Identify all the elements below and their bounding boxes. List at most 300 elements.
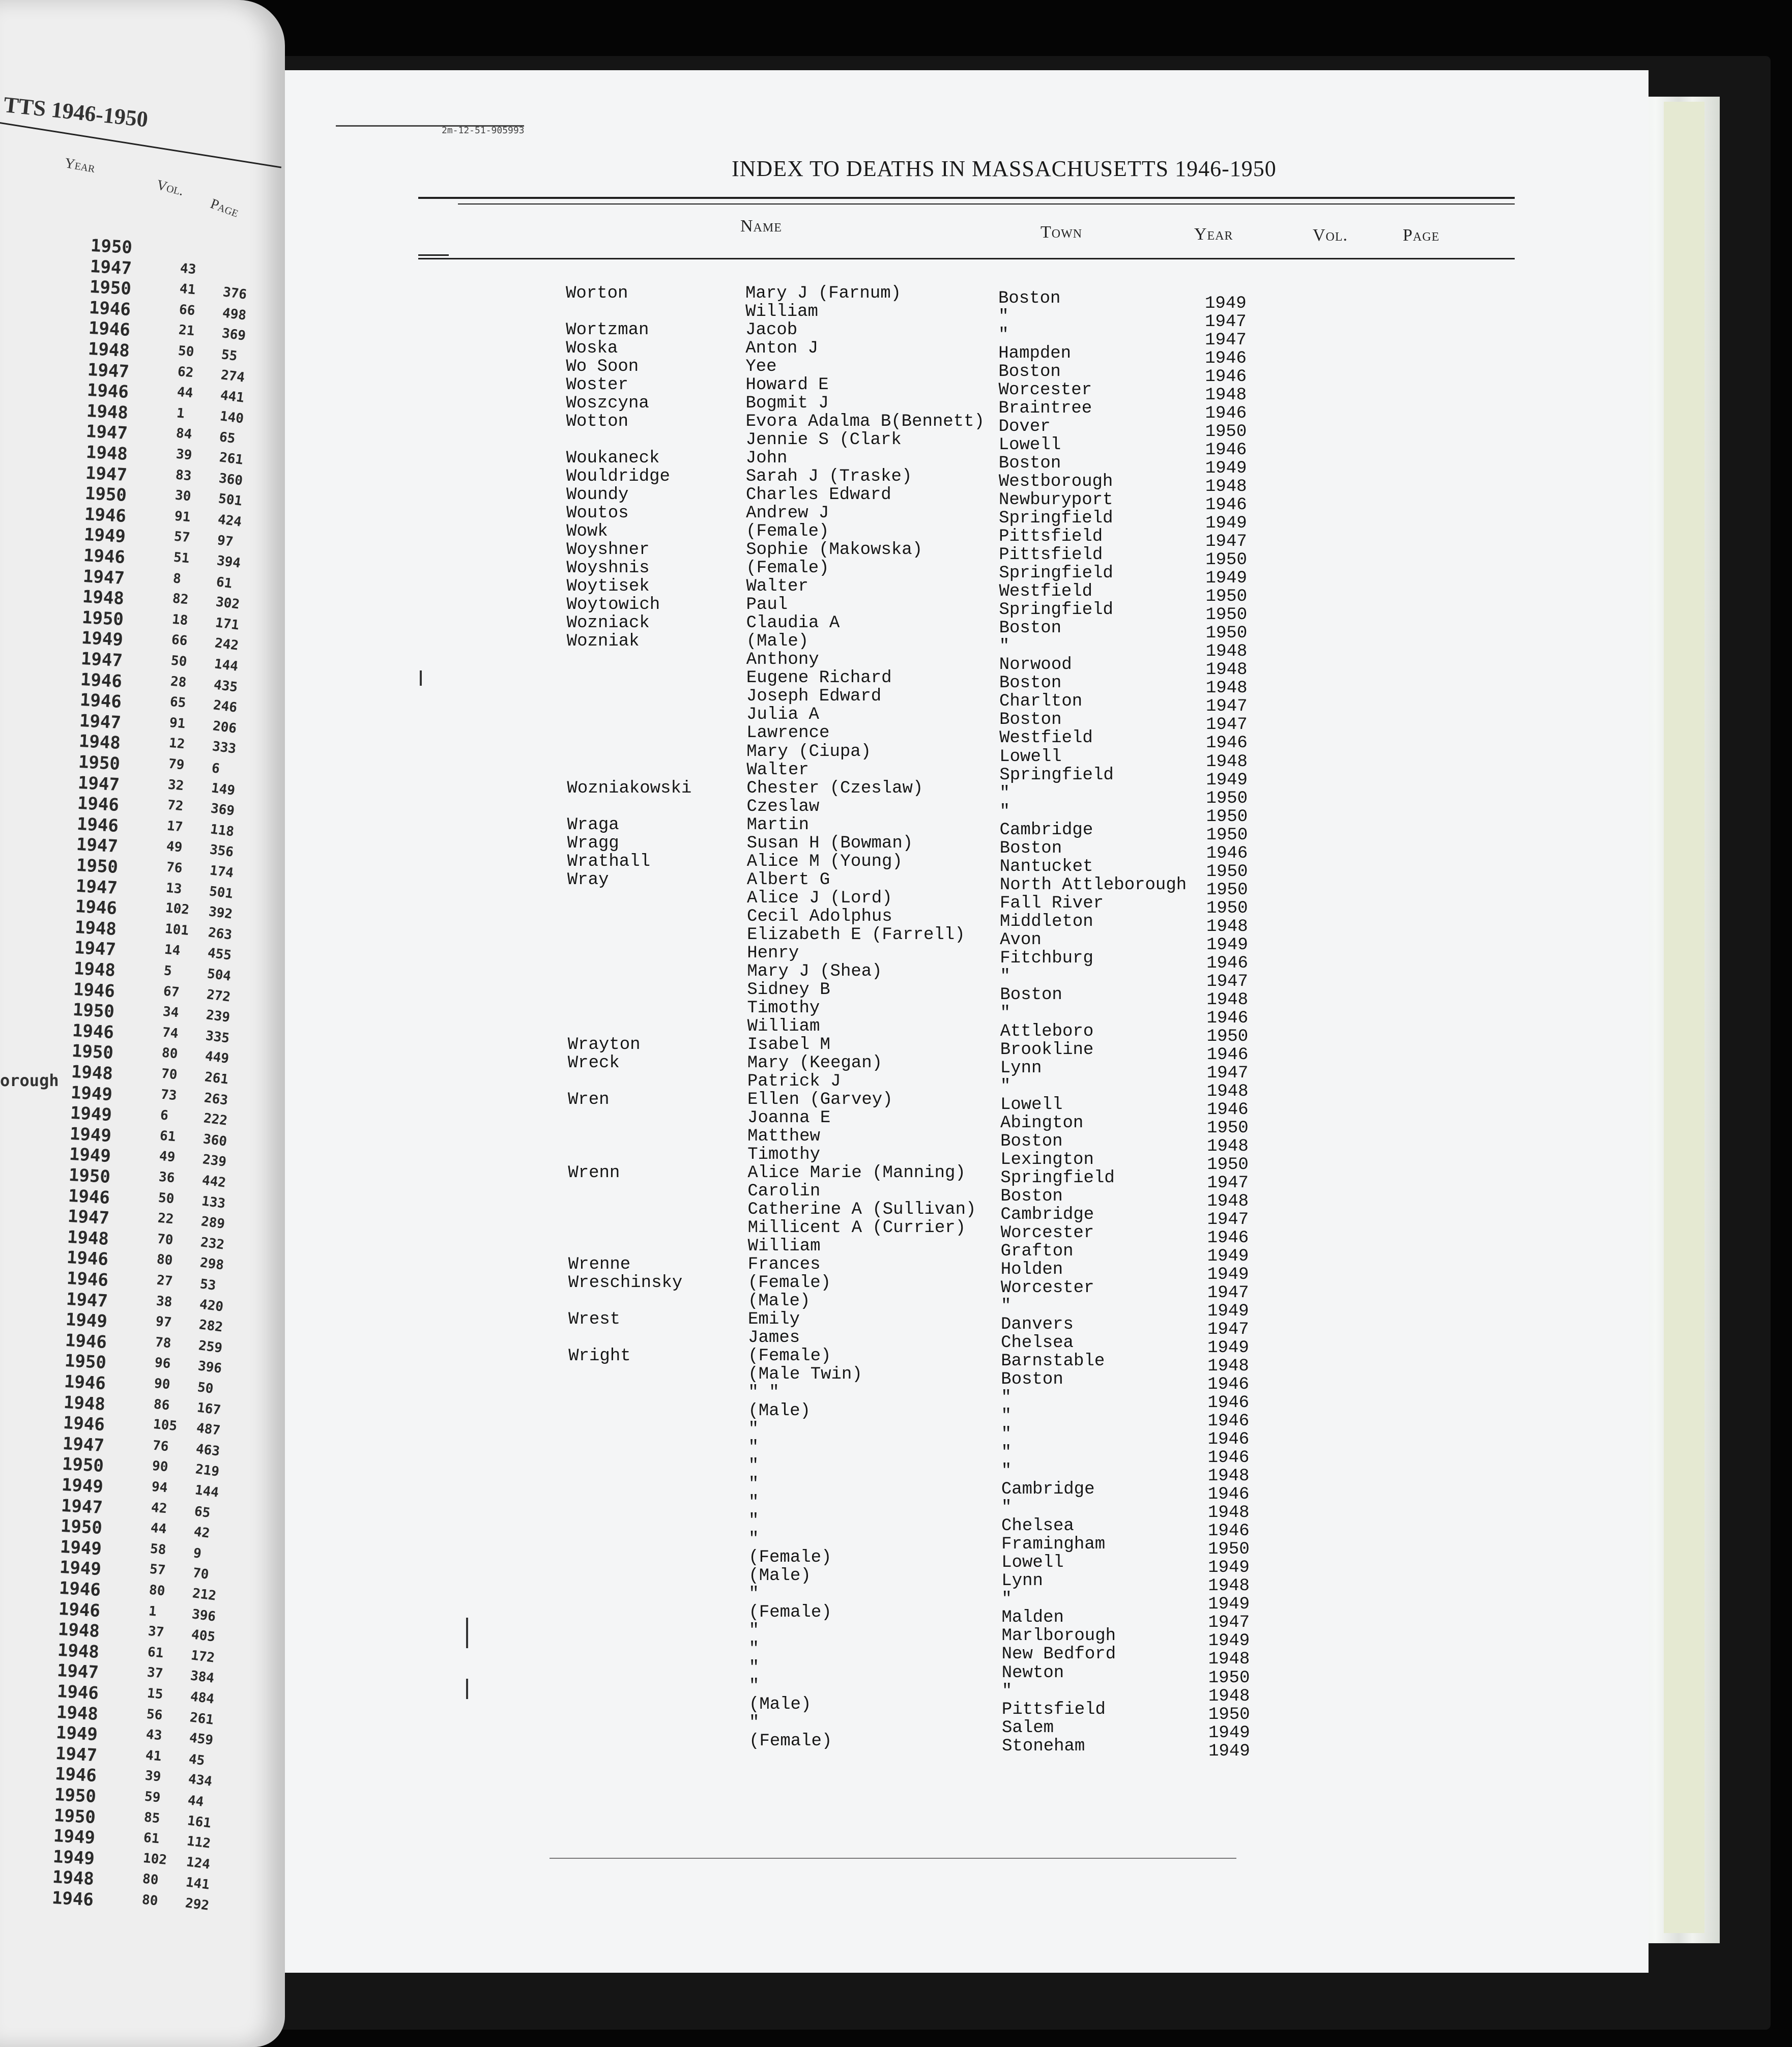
entry-year: 1950 [1205, 422, 1247, 442]
entry-town: " [1000, 1297, 1011, 1317]
main-page [285, 70, 1649, 1973]
entry-given-name: " [748, 1640, 760, 1659]
left-page-year: 1946 [82, 545, 126, 568]
entry-year: 1947 [1207, 1173, 1249, 1193]
left-page-vol: 50 [170, 653, 188, 670]
entry-town: " [1001, 1407, 1011, 1426]
entry-year: 1946 [1206, 1045, 1249, 1065]
left-page-vol: 90 [151, 1458, 169, 1475]
left-page-vol: 49 [158, 1149, 176, 1165]
left-page-page: 442 [201, 1173, 227, 1191]
left-page-page: 459 [188, 1730, 214, 1748]
entry-town: " [998, 307, 1009, 327]
left-page-page: 405 [190, 1627, 216, 1645]
left-page-page: 9 [192, 1545, 203, 1562]
entry-year: 1949 [1206, 935, 1248, 955]
entry-year: 1948 [1205, 477, 1247, 497]
left-page-page-header: Page [208, 196, 241, 221]
left-page-page: 246 [212, 697, 238, 716]
entry-given-name: Ellen (Garvey) [747, 1090, 893, 1109]
left-page-year: 1946 [64, 1330, 107, 1353]
entry-surname: Wozniack [566, 613, 650, 633]
entry-town: Danvers [1001, 1315, 1074, 1335]
entry-town: Boston [999, 710, 1062, 730]
entry-year: 1947 [1205, 697, 1248, 717]
entry-town: Springfield [1000, 1168, 1115, 1188]
entry-year: 1946 [1206, 734, 1248, 753]
left-page-page: 219 [194, 1461, 220, 1480]
left-page-page: 272 [206, 986, 232, 1005]
entry-surname: Woyshner [566, 540, 650, 560]
left-page-vol: 57 [173, 529, 191, 546]
margin-mark [466, 1618, 468, 1648]
entry-given-name: Carolin [747, 1181, 821, 1201]
left-page-vol: 36 [158, 1169, 176, 1186]
left-page-vol: 14 [163, 942, 181, 959]
left-page-year: 1947 [54, 1743, 98, 1766]
entry-given-name: Joseph Edward [746, 687, 882, 707]
left-page-vol: 61 [147, 1644, 164, 1661]
entry-surname: Woska [566, 339, 618, 359]
entry-year: 1950 [1205, 624, 1248, 644]
entry-town: Lexington [1000, 1150, 1094, 1169]
left-page-page: 239 [205, 1007, 231, 1026]
entry-given-name: Matthew [747, 1126, 820, 1146]
left-page-year: 1949 [55, 1722, 98, 1745]
entry-town: Avon [1000, 930, 1042, 950]
entry-town: Chelsea [1001, 1333, 1074, 1353]
entry-given-name: " [748, 1493, 759, 1513]
entry-town: Charlton [999, 692, 1083, 712]
entry-given-name: William [747, 1016, 820, 1036]
entry-given-name: (Male) [747, 1292, 811, 1311]
left-page-page: 449 [204, 1048, 230, 1067]
left-page-page: 384 [189, 1668, 216, 1687]
entry-year: 1947 [1205, 532, 1247, 552]
entry-year: 1946 [1207, 1375, 1249, 1395]
left-page-vol: 102 [164, 900, 190, 918]
left-page-page: 140 [219, 408, 245, 427]
entry-given-name: " [748, 1420, 759, 1440]
header-rule-top-thin [458, 203, 1515, 204]
left-page-vol: 76 [165, 859, 183, 876]
entry-year: 1947 [1207, 1320, 1249, 1340]
entry-town: Lowell [999, 747, 1062, 767]
left-page-vol: 39 [175, 446, 193, 463]
entry-year: 1948 [1207, 1191, 1249, 1211]
left-page-vol: 43 [179, 260, 197, 277]
left-page-year: 1949 [70, 1082, 113, 1105]
left-page-vol: 50 [158, 1190, 175, 1207]
left-page-vol: 96 [154, 1355, 171, 1372]
entry-given-name: Sophie (Makowska) [746, 540, 923, 560]
left-page-vol: 105 [152, 1417, 178, 1435]
entry-year: 1949 [1208, 1631, 1250, 1651]
entry-town: " [1001, 1681, 1013, 1701]
left-page-vol: 44 [177, 384, 194, 401]
left-page-page: 420 [198, 1296, 224, 1315]
left-page-vol: 28 [169, 674, 187, 690]
entry-town: Boston [999, 838, 1062, 858]
entry-given-name: Emily [748, 1310, 800, 1330]
left-page-year: 1948 [51, 1867, 95, 1890]
entry-town: Westfield [999, 582, 1093, 602]
left-page-page: 206 [212, 718, 238, 737]
entry-given-name: Alice J (Lord) [746, 888, 892, 908]
entry-town: Attleboro [1000, 1021, 1094, 1041]
entry-given-name: " [748, 1475, 759, 1495]
entry-given-name: Sarah J (Traske) [745, 467, 912, 487]
entry-given-name: Frances [747, 1255, 821, 1275]
left-page-year: 1946 [77, 793, 120, 816]
entry-year: 1949 [1205, 459, 1247, 479]
entry-town: Marlborough [1001, 1626, 1116, 1646]
left-page-vol: 80 [161, 1045, 179, 1062]
left-page-page: 360 [217, 470, 244, 489]
left-page-page: 394 [216, 553, 242, 571]
left-page-vol: 80 [141, 1892, 159, 1909]
entry-surname: Wortzman [566, 320, 649, 340]
entry-year: 1950 [1205, 550, 1247, 570]
entry-town: Brookline [1000, 1040, 1094, 1060]
column-header-town: Town [1040, 223, 1083, 242]
entry-town: Westfield [999, 728, 1093, 748]
entry-year: 1947 [1206, 972, 1248, 991]
left-page-year: 1950 [78, 751, 121, 775]
left-page-year: 1949 [60, 1536, 103, 1559]
left-page-page: 335 [205, 1028, 230, 1046]
left-page-vol: 30 [174, 487, 192, 505]
entry-year: 1950 [1206, 898, 1248, 918]
left-page-year: 1950 [90, 235, 133, 258]
left-page-vol: 22 [157, 1210, 175, 1227]
entry-year: 1949 [1207, 1302, 1249, 1322]
left-page-vol: 27 [156, 1272, 174, 1290]
left-page-vol: 62 [177, 364, 194, 381]
left-page-page: 42 [193, 1524, 211, 1541]
left-page-year: 1947 [61, 1495, 103, 1518]
left-page-vol: 67 [162, 983, 180, 1000]
left-page-page: 263 [203, 1090, 229, 1108]
entry-year: 1946 [1207, 1430, 1250, 1450]
left-page-page: 212 [191, 1586, 217, 1604]
left-page-vol: 1 [148, 1603, 158, 1620]
left-page-page: 44 [187, 1793, 205, 1810]
left-page-page: 487 [195, 1420, 221, 1439]
left-page-year: 1946 [51, 1887, 94, 1911]
left-page-year: 1946 [68, 1185, 111, 1208]
entry-surname: Woukaneck [566, 449, 660, 469]
entry-given-name: (Female) [748, 1548, 832, 1568]
entry-given-name: Claudia A [746, 613, 840, 633]
left-page-year: 1946 [74, 896, 118, 919]
left-page-year: 1947 [80, 648, 123, 671]
left-page-year: 1946 [79, 690, 122, 713]
left-page-vol: 39 [144, 1768, 162, 1785]
entry-town: Chelsea [1001, 1516, 1074, 1536]
entry-town: Holden [1000, 1260, 1063, 1280]
entry-year: 1946 [1206, 843, 1248, 863]
left-page-page: 112 [186, 1833, 212, 1852]
entry-surname: Wray [567, 870, 609, 890]
left-page-year: 1947 [82, 566, 125, 589]
left-page-vol: 41 [179, 281, 196, 298]
entry-surname: Wren [567, 1090, 610, 1109]
left-page-year: 1947 [56, 1660, 100, 1683]
entry-town: North Attleborough [999, 875, 1187, 895]
entry-given-name: Martin [746, 815, 810, 835]
left-page-page: 171 [214, 615, 240, 633]
entry-town: " [1001, 1590, 1012, 1610]
left-page-page: 50 [196, 1380, 214, 1397]
entry-year: 1950 [1206, 788, 1248, 808]
left-page-vol: 58 [149, 1541, 167, 1558]
entry-town: Boston [1000, 1186, 1063, 1206]
entry-year: 1950 [1207, 1155, 1249, 1175]
column-header-page: Page [1403, 226, 1440, 245]
left-page-page: 501 [217, 491, 243, 509]
left-page-year: 1948 [63, 1392, 106, 1415]
left-page-vol: 91 [174, 508, 191, 525]
entry-given-name: James [748, 1328, 800, 1348]
entry-given-name: Julia A [746, 705, 819, 725]
left-page-town-fragment: orough [0, 1071, 59, 1090]
entry-given-name: Andrew J [746, 504, 829, 523]
left-page-year: 1950 [89, 277, 132, 300]
entry-year: 1947 [1205, 312, 1247, 332]
left-page-page: 396 [197, 1358, 223, 1377]
entry-town: Lowell [998, 435, 1061, 455]
header-rule-stub [418, 254, 449, 256]
left-page-year: 1950 [53, 1805, 96, 1828]
entry-town: Braintree [998, 399, 1092, 419]
entry-year: 1948 [1205, 386, 1247, 405]
left-page-year: 1950 [71, 1041, 114, 1064]
entry-year: 1946 [1205, 404, 1247, 424]
left-page-page: 292 [184, 1895, 210, 1914]
left-page-vol: 66 [170, 632, 188, 649]
entry-town: Lowell [1001, 1553, 1064, 1573]
entry-year: 1947 [1206, 1063, 1249, 1083]
left-page-page: 435 [213, 677, 239, 695]
entry-town: " [999, 637, 1010, 657]
left-page-page: 65 [218, 429, 237, 447]
left-page-vol: 66 [178, 302, 196, 319]
entry-town: " [1000, 1076, 1011, 1096]
entry-surname: Wozniakowski [567, 778, 692, 798]
entry-town: Fitchburg [1000, 948, 1093, 968]
left-page-year: 1948 [74, 917, 117, 940]
entry-given-name: (Male Twin) [748, 1365, 862, 1385]
left-page-year: 1949 [52, 1846, 95, 1869]
left-page-page: 65 [193, 1503, 212, 1521]
left-page-page: 463 [195, 1441, 221, 1459]
left-page-vol: 6 [159, 1107, 169, 1124]
entry-town: Cambridge [999, 820, 1093, 840]
entry-year: 1949 [1207, 1338, 1249, 1358]
entry-town: " [998, 326, 1009, 345]
entry-given-name: " [749, 1713, 760, 1733]
left-page-page: 259 [197, 1338, 223, 1356]
entry-given-name: " [748, 1511, 759, 1531]
left-page-year: 1949 [70, 1103, 112, 1126]
entry-town: Hampden [998, 344, 1072, 364]
left-page-year: 1948 [57, 1640, 100, 1662]
left-page-year: 1946 [62, 1413, 105, 1436]
left-page-page: 167 [196, 1399, 222, 1418]
entry-year: 1947 [1207, 1283, 1249, 1303]
entry-year: 1948 [1207, 1357, 1249, 1377]
left-page-year: 1948 [78, 731, 122, 754]
entry-given-name: Catherine A (Sullivan) [747, 1200, 976, 1219]
entry-given-name: Patrick J [747, 1071, 841, 1091]
left-page-year: 1946 [54, 1764, 97, 1787]
entry-town: " [1000, 1003, 1010, 1023]
entry-given-name: (Female) [747, 1273, 831, 1293]
entry-given-name: Mary J (Farnum) [745, 284, 902, 303]
left-page-vol: 82 [171, 591, 189, 608]
endpaper [1664, 102, 1704, 1933]
entry-town: Newton [1001, 1663, 1064, 1683]
left-page-vol: 37 [148, 1623, 165, 1641]
left-page-page: 360 [202, 1131, 228, 1150]
entry-town: " [1001, 1443, 1012, 1463]
entry-surname: Wowk [566, 522, 608, 542]
left-page-page: 282 [197, 1317, 224, 1335]
entry-year: 1950 [1206, 862, 1248, 882]
entry-year: 1947 [1205, 331, 1247, 350]
left-page-vol: 17 [166, 818, 184, 835]
left-page-page: 289 [200, 1214, 226, 1232]
entry-given-name: " [748, 1456, 759, 1476]
left-page-page: 261 [218, 450, 244, 468]
entry-town: Worcester [1000, 1223, 1094, 1243]
left-page-year: 1948 [71, 1061, 113, 1085]
left-page-page: 455 [207, 945, 233, 964]
entry-year: 1946 [1207, 1412, 1250, 1431]
entry-surname: Wrayton [567, 1035, 641, 1055]
entry-given-name: William [745, 302, 818, 322]
entry-surname: Wreschinsky [568, 1273, 683, 1293]
entry-year: 1950 [1206, 880, 1248, 900]
left-page-vol: 5 [163, 963, 172, 979]
entry-town: Boston [999, 619, 1062, 638]
left-page-page: 174 [208, 863, 235, 881]
left-page-year: 1950 [68, 1164, 111, 1188]
entry-surname: Woytisek [566, 577, 650, 597]
left-page-heading: TTS 1946-1950 [2, 92, 150, 132]
left-page-page: 118 [209, 822, 236, 840]
left-page-vol: 86 [153, 1396, 170, 1413]
entry-year: 1946 [1207, 1485, 1250, 1505]
entry-given-name: Chester (Czeslaw) [746, 778, 923, 798]
entry-town: Springfield [999, 600, 1113, 620]
entry-given-name: Evora Adalma B(Bennett) [745, 412, 985, 432]
entry-year: 1948 [1205, 679, 1248, 698]
entry-year: 1948 [1208, 1576, 1250, 1596]
entry-surname: Woytowich [566, 595, 660, 615]
left-page-page: 261 [204, 1069, 229, 1088]
page-title: INDEX TO DEATHS IN MASSACHUSETTS 1946-1950 [732, 156, 1277, 181]
entry-given-name: Charles Edward [745, 485, 891, 505]
left-page-page: 376 [222, 284, 248, 303]
entry-year: 1947 [1207, 1210, 1249, 1230]
left-page-vol: 57 [149, 1562, 166, 1578]
left-page-year: 1946 [86, 380, 130, 403]
left-page-year: 1946 [71, 1020, 114, 1043]
entry-surname: Wreck [567, 1053, 620, 1073]
left-page-year: 1949 [59, 1557, 102, 1580]
entry-year: 1950 [1205, 605, 1248, 625]
entry-given-name: (Male) [748, 1401, 811, 1421]
entry-surname: Woster [566, 375, 628, 395]
entry-year: 1946 [1206, 1008, 1249, 1028]
left-page-year: 1948 [67, 1226, 110, 1249]
left-page-year: 1947 [67, 1206, 110, 1229]
left-page-page: 239 [201, 1152, 227, 1171]
entry-year: 1950 [1205, 587, 1248, 607]
left-page-vol: 49 [166, 839, 183, 856]
entry-year: 1948 [1206, 990, 1249, 1010]
left-page-page: 369 [221, 326, 247, 344]
left-page-year: 1948 [73, 958, 116, 981]
entry-year: 1946 [1207, 1393, 1250, 1413]
entry-year: 1949 [1206, 770, 1248, 790]
left-page-year: 1946 [89, 297, 132, 320]
left-page-page: 70 [192, 1565, 210, 1583]
left-page-vol: 44 [150, 1520, 167, 1537]
left-page-vol: 13 [165, 880, 183, 897]
entry-year: 1946 [1205, 441, 1247, 460]
left-page-year: 1949 [61, 1474, 104, 1498]
entry-year: 1950 [1208, 1668, 1250, 1688]
margin-mark [420, 670, 422, 686]
left-page-year: 1950 [81, 607, 124, 630]
left-page-year: 1950 [64, 1351, 107, 1373]
entry-given-name: William [747, 1237, 821, 1256]
entry-year: 1946 [1206, 1100, 1249, 1120]
entry-town: New Bedford [1001, 1645, 1116, 1664]
entry-given-name: Anton J [745, 339, 819, 359]
left-page-vol: 65 [169, 694, 187, 711]
entry-town: Cambridge [1000, 1205, 1094, 1224]
left-page-year: 1950 [61, 1454, 104, 1477]
entry-surname: Wo Soon [566, 357, 639, 377]
entry-given-name: Jacob [745, 320, 798, 340]
entry-given-name: Timothy [747, 1145, 821, 1164]
entry-year: 1948 [1206, 752, 1248, 772]
left-page-year: 1948 [57, 1619, 101, 1642]
left-page-vol: 1 [176, 405, 186, 422]
left-page-page: 222 [203, 1110, 228, 1129]
entry-town: Abington [1000, 1113, 1084, 1133]
left-page-vol: 42 [150, 1500, 168, 1516]
entry-town: Lynn [1000, 1058, 1042, 1078]
left-page-page: 441 [219, 388, 245, 406]
left-page-vol: 83 [175, 467, 192, 484]
left-page-year: 1948 [88, 338, 131, 362]
entry-given-name: Henry [747, 943, 799, 963]
entry-year: 1946 [1205, 367, 1247, 387]
column-header-name: Name [740, 217, 782, 236]
left-page-vol: 80 [156, 1252, 174, 1269]
entry-town: Boston [1001, 1370, 1063, 1390]
entry-year: 1946 [1207, 1229, 1249, 1248]
left-page-page: 149 [210, 780, 236, 799]
left-page-year: 1947 [76, 834, 119, 857]
entry-town: Norwood [999, 655, 1072, 675]
entry-surname: Wragg [567, 833, 619, 853]
